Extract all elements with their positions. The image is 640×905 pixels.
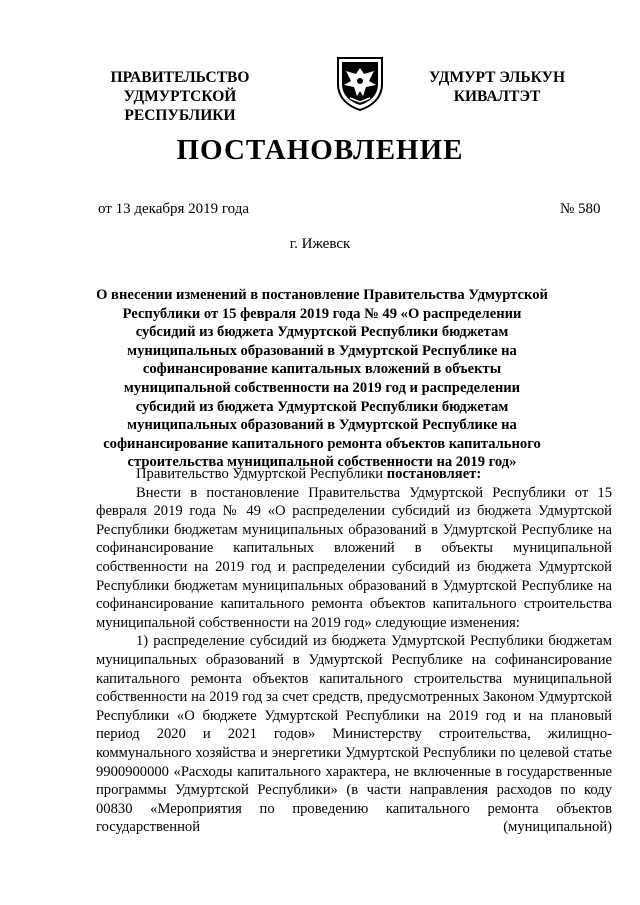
- body-paragraph-2: 1) распределение субсидий из бюджета Удмуртской Республики бюджетам муниципальных образований в Удмуртской Республике на софинансирование капитального ремонта объектов капитального строительства муниципальной собственности на 2019 год за счет средств, предусмотренных Законом Удмуртской Республики «О бюджете Удмуртской Республики на 2019 год и на плановый период 2020 и 2021 годов» Министерству строительства, жилищно-коммунального хозяйства и энергетики Удмуртской Республики по целевой статье 9900900000 «Расходы капитального характера, не включенные в государственные программы Удмуртской Республики» (в части направления расходов по коду 00830 «Мероприятия по проведению капитального ремонта объектов государственной (муниципальной): [96, 633, 612, 836]
- government-name-udmurt-line1: УДМУРТ ЭЛЬКУН: [428, 69, 566, 86]
- intro-text: Правительство Удмуртской Республики: [136, 466, 387, 482]
- body-paragraph-1: Внести в постановление Правительства Удмуртской Республики от 15 февраля 2019 года № 49 «О распределении субсидий из бюджета Удмуртской Республики бюджетам муниципальных образований в Удмуртской Республике на софинансирование капитальных вложений в объекты муниципальной собственности на 2019 год и распределении субсидий из бюджета Удмуртской Республики бюджетам муниципальных образований в Удмуртской Республике на софинансирование капитального ремонта объектов капитального строительства муниципальной собственности на 2019 год» следующие изменения:: [96, 484, 612, 631]
- document-date: от 13 декабря 2019 года: [98, 201, 250, 217]
- document-title: ПОСТАНОВЛЕНИЕ: [176, 134, 464, 166]
- document-number: № 580: [560, 201, 601, 217]
- intro-verb: постановляет:: [386, 466, 482, 482]
- government-name-line2: УДМУРТСКОЙ РЕСПУБЛИКИ: [123, 88, 237, 124]
- government-name-russian: [80, 68, 280, 125]
- document-body: [96, 465, 612, 837]
- government-name-udmurt-line2: КИВАЛТЭТ: [453, 88, 541, 105]
- document-subject: О внесении изменений в постановление Правительства Удмуртской Республики от 15 февраля 2019 года № 49 «О распределении субсидий из бюджета Удмуртской Республики бюджетам муниципальных образований в Удмуртской Республике на софинансирование капитальных вложений в объекты муниципальной собственности на 2019 год и распределении субсидий из бюджета Удмуртской Республики бюджетам муниципальных образований в Удмуртской Республике на софинансирование капитального ремонта объектов капитального строительства муниципальной собственности на 2019 год»: [96, 287, 548, 471]
- document-city: г. Ижевск: [289, 236, 351, 252]
- udmurtia-coat-of-arms-icon: [334, 54, 386, 112]
- government-name-line1: ПРАВИТЕЛЬСТВО: [110, 69, 250, 86]
- government-name-udmurt: [422, 68, 572, 106]
- intro-paragraph: [96, 465, 612, 484]
